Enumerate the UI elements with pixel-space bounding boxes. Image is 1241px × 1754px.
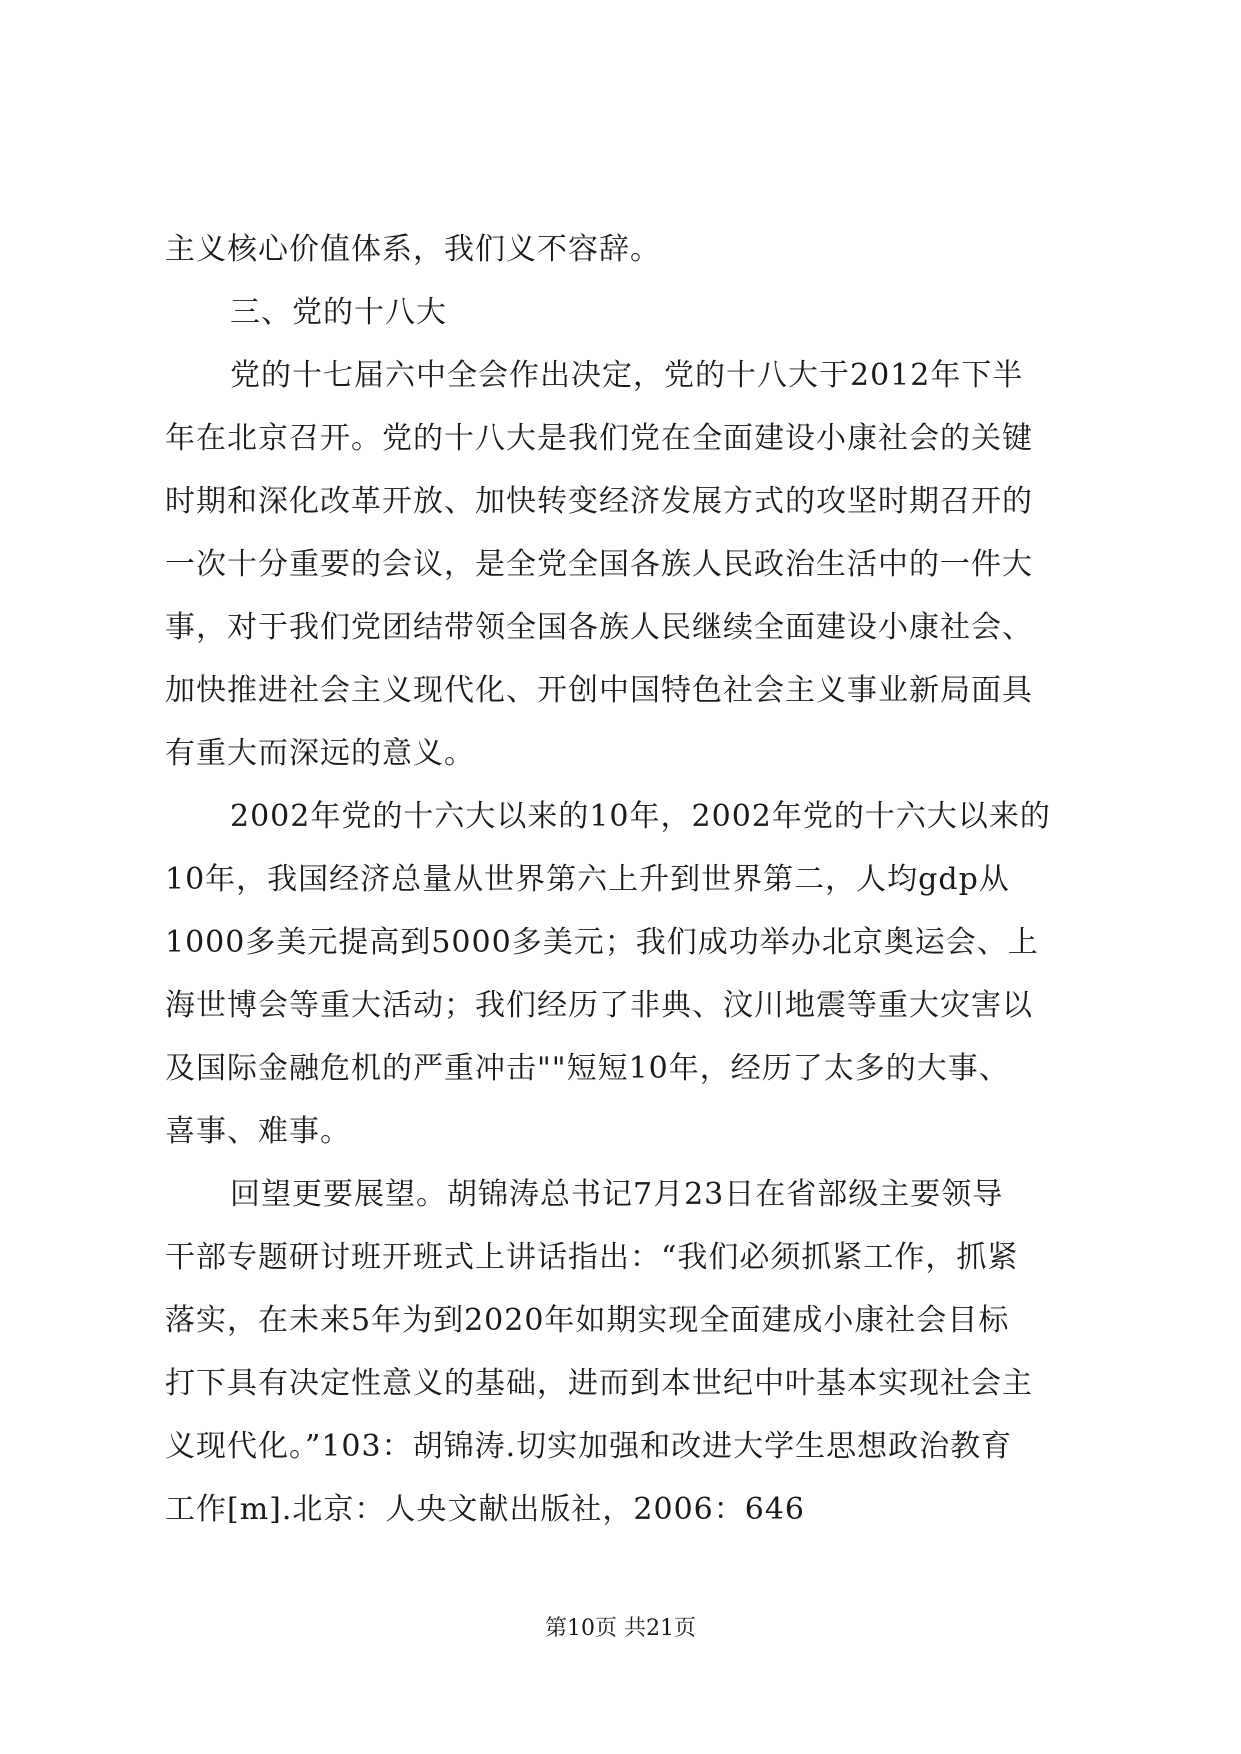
text-line: 主义核心价值体系，我们义不容辞。 xyxy=(165,232,661,267)
text-line: 加快推进社会主义现代化、开创中国特色社会主义事业新局面具 xyxy=(165,673,1033,708)
text-line: 干部专题研讨班开班式上讲话指出：“我们必须抓紧工作，抓紧 xyxy=(165,1240,1019,1275)
text-line: 海世博会等重大活动；我们经历了非典、汶川地震等重大灾害以 xyxy=(165,988,1033,1023)
text-line: 10年，我国经济总量从世界第六上升到世界第二，人均gdp从 xyxy=(165,862,1010,897)
page-number-footer: 第10页 共21页 xyxy=(545,1616,696,1641)
text-line: 回望更要展望。胡锦涛总书记7月23日在省部级主要领导 xyxy=(230,1177,1004,1212)
text-line: 1000多美元提高到5000多美元；我们成功举办北京奥运会、上 xyxy=(165,925,1039,960)
text-line: 打下具有决定性意义的基础，进而到本世纪中叶基本实现社会主 xyxy=(165,1366,1033,1401)
text-line: 2002年党的十六大以来的10年，2002年党的十六大以来的 xyxy=(230,799,1051,834)
text-line: 及国际金融危机的严重冲击""短短10年，经历了太多的大事、 xyxy=(165,1051,1010,1086)
text-line: 年在北京召开。党的十八大是我们党在全面建设小康社会的关键 xyxy=(165,421,1033,456)
section-heading: 三、党的十八大 xyxy=(230,295,447,330)
text-line: 时期和深化改革开放、加快转变经济发展方式的攻坚时期召开的 xyxy=(165,484,1033,519)
body-text xyxy=(165,225,1080,1548)
text-line: 工作[m].北京：人央文献出版社，2006：646 xyxy=(165,1492,805,1527)
text-line: 事，对于我们党团结带领全国各族人民继续全面建设小康社会、 xyxy=(165,610,1033,645)
text-line: 落实，在未来5年为到2020年如期实现全面建成小康社会目标 xyxy=(165,1303,1010,1338)
text-line: 有重大而深远的意义。 xyxy=(165,736,475,771)
text-line: 一次十分重要的会议，是全党全国各族人民政治生活中的一件大 xyxy=(165,547,1033,582)
text-line: 喜事、难事。 xyxy=(165,1114,351,1149)
text-line: 党的十七届六中全会作出决定，党的十八大于2012年下半 xyxy=(230,358,1024,393)
text-line: 义现代化。”103：胡锦涛.切实加强和改进大学生思想政治教育 xyxy=(165,1429,1013,1464)
